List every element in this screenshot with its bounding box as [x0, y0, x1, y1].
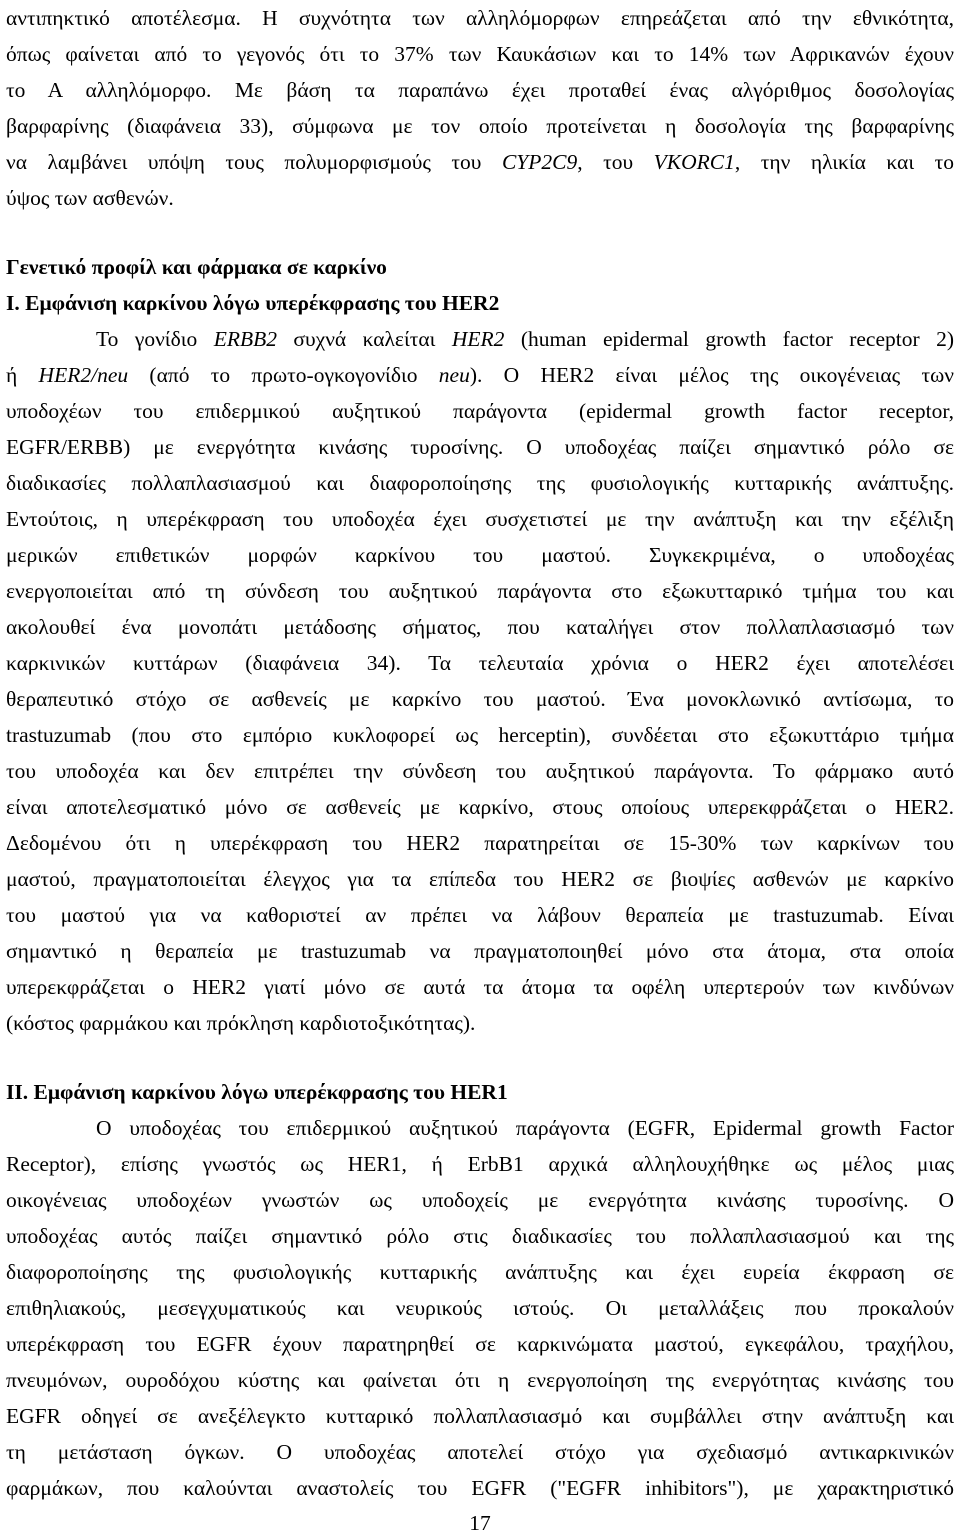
text-run: Εντούτοις, η υπερέκφραση του υποδοχέα έχει συσχετιστεί με την ανάπτυξη και την εξέλιξη [6, 507, 954, 531]
text-line [6, 108, 954, 144]
text-line [6, 36, 954, 72]
italic-term: VKORC1 [653, 150, 735, 174]
text-run: EGFR/ERBB) με ενεργότητα κινάσης τυροσίνης. Ο υποδοχέας παίζει σημαντικό ρόλο σε [6, 435, 954, 459]
spacer [6, 1041, 954, 1074]
text-line [6, 1182, 954, 1218]
text-line [6, 465, 954, 501]
text-run: θεραπευτικό στόχο σε ασθενείς με καρκίνο του μαστού. Ένα μονοκλωνικό αντίσωμα, το [6, 687, 954, 711]
text-run: φαρμάκων, που καλούνται αναστολείς του EGFR ("EGFR inhibitors"), με χαρακτηριστικό [6, 1476, 954, 1500]
text-run: μαστού, πραγματοποιείται έλεγχος για τα επίπεδα του HER2 σε βιοψίες ασθενών με καρκίνο [6, 867, 954, 891]
text-run: το Α αλληλόμορφο. Με βάση τα παραπάνω έχει προταθεί ένας αλγόριθμος δοσολογίας [6, 78, 954, 102]
text-run: επιθηλιακούς, μεσεγχυματικούς και νευρικούς ιστούς. Οι μεταλλάξεις που προκαλούν [6, 1296, 954, 1320]
text-run: υπερεκφράζεται ο HER2 γιατί μόνο σε αυτά τα άτομα τα οφέλη υπερτερούν των κινδύνων [6, 975, 954, 999]
italic-term: neu [438, 363, 470, 387]
text-run: Δεδομένου ότι η υπερέκφραση του HER2 παρατηρείται σε 15-30% των καρκίνων του [6, 831, 954, 855]
text-line [6, 825, 954, 861]
text-line [6, 393, 954, 429]
text-line [6, 681, 954, 717]
text-line [6, 357, 954, 393]
text-run: (κόστος φαρμάκου και πρόκληση καρδιοτοξικότητας). [6, 1011, 476, 1035]
paragraph-her1 [6, 1110, 954, 1506]
text-run: τη μετάσταση όγκων. Ο υποδοχέας αποτελεί στόχο για σχεδιασμό αντικαρκινικών [6, 1440, 954, 1464]
text-run: ). Ο HER2 είναι μέλος της οικογένειας των [469, 363, 954, 387]
text-run: του μαστού για να καθοριστεί αν πρέπει να λάβουν θεραπεία με trastuzumab. Είναι [6, 903, 954, 927]
text-run: ακολουθεί ένα μονοπάτι μετάδοσης σήματος, που καταλήγει στον πολλαπλασιασμό των [6, 615, 954, 639]
document-page [6, 0, 954, 1506]
text-run: βαρφαρίνης (διαφάνεια 33), σύμφωνα με τον οποίο προτείνεται η δοσολογία της βαρφαρίνης [6, 114, 954, 138]
text-run: (human epidermal growth factor receptor 2) [504, 327, 954, 351]
text-line [6, 789, 954, 825]
text-run: , την ηλικία και το [734, 150, 954, 174]
text-run: , του [577, 150, 654, 174]
text-line [6, 1398, 954, 1434]
text-run: σημαντικό η θεραπεία με trastuzumab να πραγματοποιηθεί μόνο στα άτομα, στα οποία [6, 939, 954, 963]
text-run: (από το πρωτο-ογκογονίδιο [128, 363, 439, 387]
spacer [6, 216, 954, 249]
paragraph-her2 [6, 321, 954, 1041]
text-line [6, 717, 954, 753]
text-run: Receptor), επίσης γνωστός ως HER1, ή ErbB1 αρχικά αλληλουχήθηκε ως μέλος μιας [6, 1152, 954, 1176]
text-line [6, 180, 954, 216]
text-run: ενεργοποιείται από τη σύνδεση του αυξητικού παράγοντα στο εξωκυτταρικό τμήμα του και [6, 579, 954, 603]
text-line [6, 753, 954, 789]
text-run: του υποδοχέα και δεν επιτρέπει την σύνδεση του αυξητικού παράγοντα. Το φάρμακο αυτό [6, 759, 954, 783]
text-line [6, 1434, 954, 1470]
section-title: Γενετικό προφίλ και φάρμακα σε καρκίνο [6, 255, 387, 279]
text-run: Ο υποδοχέας του επιδερμικού αυξητικού παράγοντα (EGFR, Epidermal growth Factor [96, 1116, 954, 1140]
text-line [6, 321, 954, 357]
subsection-title-her1: II. Εμφάνιση καρκίνου λόγω υπερέκφρασης του HER1 [6, 1080, 508, 1104]
text-run: καρκινικών κυττάρων (διαφάνεια 34). Τα τελευταία χρόνια ο HER2 έχει αποτελέσει [6, 651, 954, 675]
text-line [6, 645, 954, 681]
text-line [6, 1470, 954, 1506]
italic-term: HER2/neu [38, 363, 129, 387]
text-run: διαδικασίες πολλαπλασιασμού και διαφοροποίησης της φυσιολογικής κυτταρικής ανάπτυξης. [6, 471, 954, 495]
text-run: υπερέκφραση του EGFR έχουν παρατηρηθεί σε καρκινώματα μαστού, εγκεφάλου, τραχήλου, [6, 1332, 954, 1356]
text-line [6, 429, 954, 465]
text-line [6, 1110, 954, 1146]
text-run: όπως φαίνεται από το γεγονός ότι το 37% των Καυκάσιων και το 14% των Αφρικανών έχουν [6, 42, 954, 66]
text-run: συχνά καλείται [276, 327, 452, 351]
text-line [6, 933, 954, 969]
subsection-title-her2: I. Εμφάνιση καρκίνου λόγω υπερέκφρασης του HER2 [6, 291, 500, 315]
page-number: 17 [469, 1511, 491, 1535]
italic-term: HER2 [451, 327, 505, 351]
text-run: πνευμόνων, ουροδόχου κύστης και φαίνεται ότι η ενεργοποίηση της ενεργότητας κινάσης του [6, 1368, 954, 1392]
text-line [6, 537, 954, 573]
italic-term: CYP2C9 [501, 150, 578, 174]
text-line [6, 1218, 954, 1254]
text-line [6, 1005, 954, 1041]
text-run: οικογένειας υποδοχέων γνωστών ως υποδοχείς με ενεργότητα κινάσης τυροσίνης. Ο [6, 1188, 954, 1212]
text-run: να λαμβάνει υπόψη τους πολυμορφισμούς του [6, 150, 502, 174]
text-line [6, 897, 954, 933]
text-run: διαφοροποίησης της φυσιολογικής κυτταρικής ανάπτυξης και έχει ευρεία έκφραση σε [6, 1260, 954, 1284]
text-run: trastuzumab (που στο εμπόριο κυκλοφορεί ως herceptin), συνδέεται στο εξωκυττάριο τμήμα [6, 723, 954, 747]
text-line [6, 1254, 954, 1290]
text-run: αντιπηκτικό αποτέλεσμα. Η συχνότητα των αλληλόμορφων επηρεάζεται από την εθνικότητα, [6, 6, 954, 30]
text-run: μερικών επιθετικών μορφών καρκίνου του μαστού. Συγκεκριμένα, ο υποδοχέας [6, 543, 954, 567]
text-line [6, 609, 954, 645]
text-line [6, 861, 954, 897]
text-line [6, 1326, 954, 1362]
text-line [6, 1290, 954, 1326]
text-line [6, 144, 954, 180]
text-line [6, 72, 954, 108]
paragraph-warfarin-dosing [6, 0, 954, 216]
text-run: υποδοχέων του επιδερμικού αυξητικού παράγοντα (epidermal growth factor receptor, [6, 399, 954, 423]
text-line [6, 1362, 954, 1398]
text-line [6, 573, 954, 609]
text-line [6, 969, 954, 1005]
text-run: είναι αποτελεσματικό μόνο σε ασθενείς με καρκίνο, στους οποίους υπερεκφράζεται ο HER2. [6, 795, 954, 819]
text-line [6, 1146, 954, 1182]
text-run: υποδοχέας αυτός παίζει σημαντικό ρόλο στις διαδικασίες του πολλαπλασιασμού και της [6, 1224, 954, 1248]
italic-term: ERBB2 [213, 327, 277, 351]
text-run: EGFR οδηγεί σε ανεξέλεγκτο κυτταρικό πολλαπλασιασμό και συμβάλλει στην ανάπτυξη και [6, 1404, 954, 1428]
text-run: Το γονίδιο [96, 327, 214, 351]
text-line [6, 501, 954, 537]
text-run: ύψος των ασθενών. [6, 186, 174, 210]
text-line [6, 0, 954, 36]
text-run: ή [6, 363, 39, 387]
